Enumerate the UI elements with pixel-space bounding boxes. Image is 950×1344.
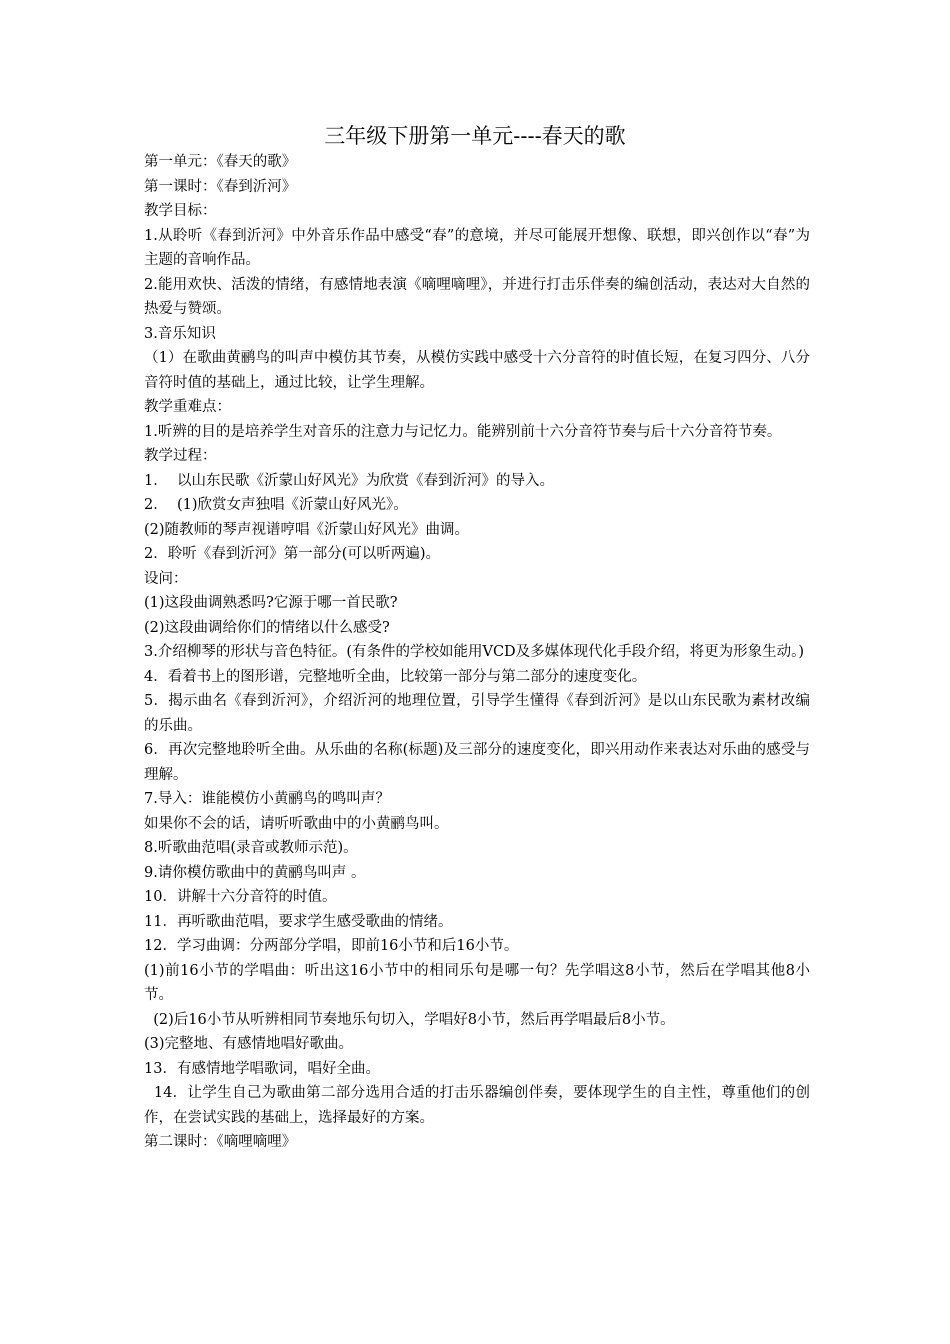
- paragraph: 教学重难点：: [144, 399, 231, 415]
- paragraph: 2． (1)欣赏女声独唱《沂蒙山好风光》。: [144, 497, 408, 513]
- paragraph: 14．让学生自己为歌曲第二部分选用合适的打击乐器编创伴奏，要体现学生的自主性，尊重他们的创作，在尝试实践的基础上，选择最好的方案。: [144, 1085, 811, 1126]
- paragraph: 10．讲解十六分音符的时值。: [144, 889, 337, 905]
- document-body: [144, 150, 810, 1155]
- paragraph: 第一单元：《春天的歌》: [144, 154, 297, 170]
- paragraph: 3.介绍柳琴的形状与音色特征。(有条件的学校如能用VCD及多媒体现代化手段介绍，将更为形象生动。): [144, 644, 805, 660]
- paragraph: 教学目标：: [144, 203, 217, 219]
- paragraph: 第二课时：《嘀哩嘀哩》: [144, 1134, 297, 1150]
- paragraph: (3)完整地、有感情地唱好歌曲。: [144, 1036, 354, 1052]
- paragraph: 1． 以山东民歌《沂蒙山好风光》为欣赏《春到沂河》的导入。: [144, 472, 554, 489]
- paragraph: 12．学习曲调：分两部分学唱，即前16小节和后16小节。: [144, 938, 519, 954]
- paragraph: (1)前16小节的学唱曲：听出这16小节中的相同乐句是哪一句？先学唱这8小节，然后在学唱其他8小节。: [144, 962, 810, 1003]
- paragraph: 5．揭示曲名《春到沂河》，介绍沂河的地理位置，引导学生懂得《春到沂河》是以山东民歌为素材改编的乐曲。: [144, 693, 810, 734]
- paragraph: （1）在歌曲黄鹂鸟的叫声中模仿其节奏，从模仿实践中感受十六分音符的时值长短，在复习四分、八分音符时值的基础上，通过比较，让学生理解。: [144, 350, 810, 391]
- paragraph: 6．再次完整地聆听全曲。从乐曲的名称(标题)及三部分的速度变化，即兴用动作来表达对乐曲的感受与理解。: [144, 742, 810, 783]
- paragraph: 8.听歌曲范唱(录音或教师示范)。: [144, 840, 358, 856]
- paragraph: 11．再听歌曲范唱，要求学生感受歌曲的情绪。: [144, 913, 453, 930]
- paragraph: 2．聆听《春到沂河》第一部分(可以听两遍)。: [144, 546, 441, 562]
- paragraph: 2.能用欢快、活泼的情绪，有感情地表演《嘀哩嘀哩》，并进行打击乐伴奏的编创活动，表达对大自然的热爱与赞颂。: [144, 276, 810, 317]
- paragraph: (2)后16小节从听辨相同节奏地乐句切入，学唱好8小节，然后再学唱最后8小节。: [144, 1011, 675, 1028]
- paragraph: (1)这段曲调熟悉吗?它源于哪一首民歌?: [144, 595, 398, 611]
- paragraph: 3.音乐知识: [144, 325, 216, 342]
- paragraph: 第一课时：《春到沂河》: [144, 178, 297, 195]
- paragraph: 13．有感情地学唱歌词，唱好全曲。: [144, 1060, 380, 1077]
- paragraph: 1.听辨的目的是培养学生对音乐的注意力与记忆力。能辨别前十六分音符节奏与后十六分音符节奏。: [144, 423, 782, 440]
- paragraph: 9.请你模仿歌曲中的黄鹂鸟叫声 。: [144, 864, 366, 881]
- paragraph: 如果你不会的话，请听听歌曲中的小黄鹂鸟叫。: [144, 815, 449, 832]
- paragraph: (2)这段曲调给你们的情绪以什么感受?: [144, 619, 390, 636]
- paragraph: 1.从聆听《春到沂河》中外音乐作品中感受“春”的意境，并尽可能展开想像、联想，即兴创作以“春”为主题的音响作品。: [144, 227, 810, 268]
- paragraph: 教学过程：: [144, 448, 217, 464]
- paragraph: 设问：: [144, 570, 188, 587]
- document-title: 三年级下册第一单元----春天的歌: [324, 124, 626, 148]
- paragraph: 4．看着书上的图形谱，完整地听全曲，比较第一部分与第二部分的速度变化。: [144, 668, 647, 685]
- paragraph: 7.导入：谁能模仿小黄鹂鸟的鸣叫声？: [144, 791, 390, 807]
- paragraph: (2)随教师的琴声视谱哼唱《沂蒙山好风光》曲调。: [144, 521, 470, 538]
